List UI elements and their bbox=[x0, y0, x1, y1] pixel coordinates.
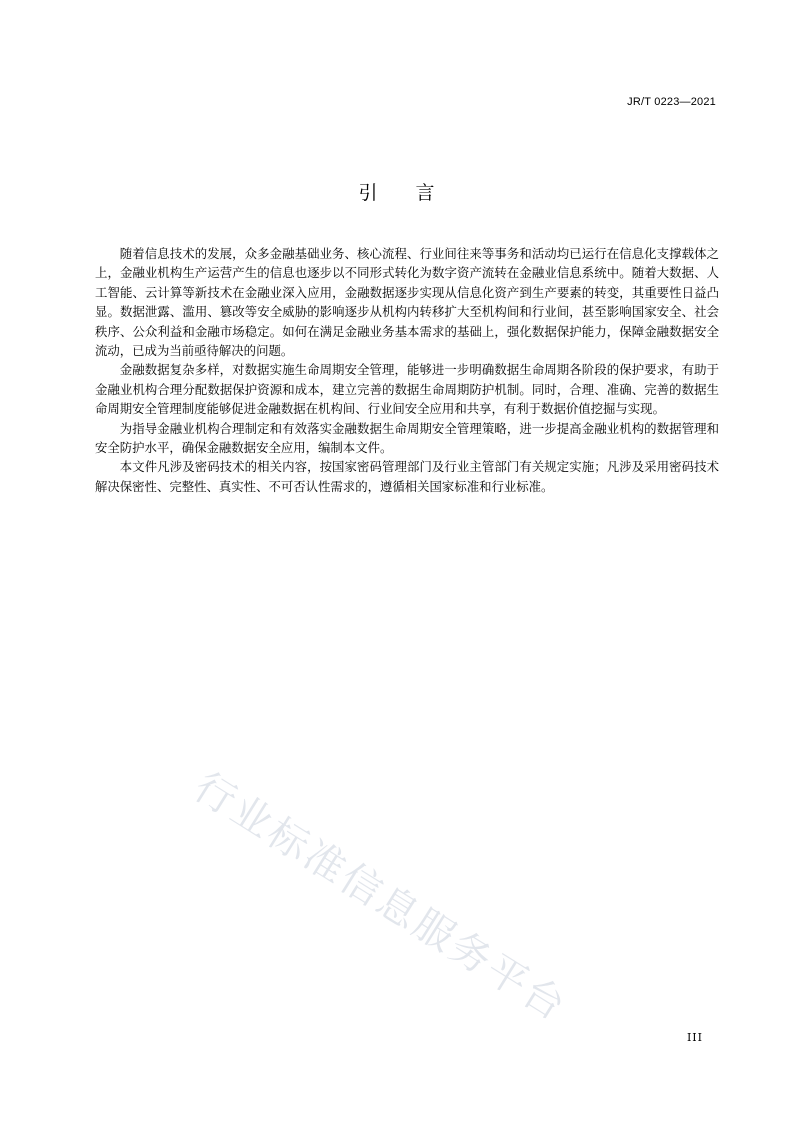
paragraph-4: 本文件凡涉及密码技术的相关内容，按国家密码管理部门及行业主管部门有关规定实施；凡涉及采用密码技术解决保密性、完整性、真实性、不可否认性需求的，遵循相关国家标准和行业标准。 bbox=[95, 459, 719, 494]
watermark: 行业标准信息服务平台 bbox=[185, 763, 575, 1031]
paragraph-2: 金融数据复杂多样，对数据实施生命周期安全管理，能够进一步明确数据生命周期各阶段的保护要求，有助于金融业机构合理分配数据保护资源和成本，建立完善的数据生命周期防护机制。同时，合理、准确、完善的数据生命周期安全管理制度能够促进金融数据在机构间、行业间安全应用和共享，有利于数据价值挖掘与实现。 bbox=[95, 362, 719, 417]
page-number: III bbox=[686, 1031, 703, 1044]
standard-code: JR/T 0223—2021 bbox=[627, 96, 716, 108]
title-char-1: 引 bbox=[358, 182, 378, 204]
paragraph-3: 为指导金融业机构合理制定和有效落实金融数据生命周期安全管理策略，进一步提高金融业机构的数据管理和安全防护水平，确保金融数据安全应用，编制本文件。 bbox=[95, 420, 719, 456]
paragraph-1: 随着信息技术的发展，众多金融基础业务、核心流程、行业间往来等事务和活动均已运行在信息化支撑载体之上，金融业机构生产运营产生的信息也逐步以不同形式转化为数字资产流转在金融业信息系统中。随着大数据、人工智能、云计算等新技术在金融业深入应用，金融数据逐步实现从信息化资产到生产要素的转变，其重要性日益凸显。数据泄露、滥用、篡改等安全威胁的影响逐步从机构内转移扩大至机构间和行业间，甚至影响国家安全、社会秩序、公众利益和金融市场稳定。如何在满足金融业务基本需求的基础上，强化数据保护能力，保障金融数据安全流动，已成为当前亟待解决的问题。 bbox=[95, 246, 719, 359]
introduction-body bbox=[95, 244, 719, 496]
page-title bbox=[0, 178, 793, 205]
title-char-2: 言 bbox=[415, 182, 435, 204]
